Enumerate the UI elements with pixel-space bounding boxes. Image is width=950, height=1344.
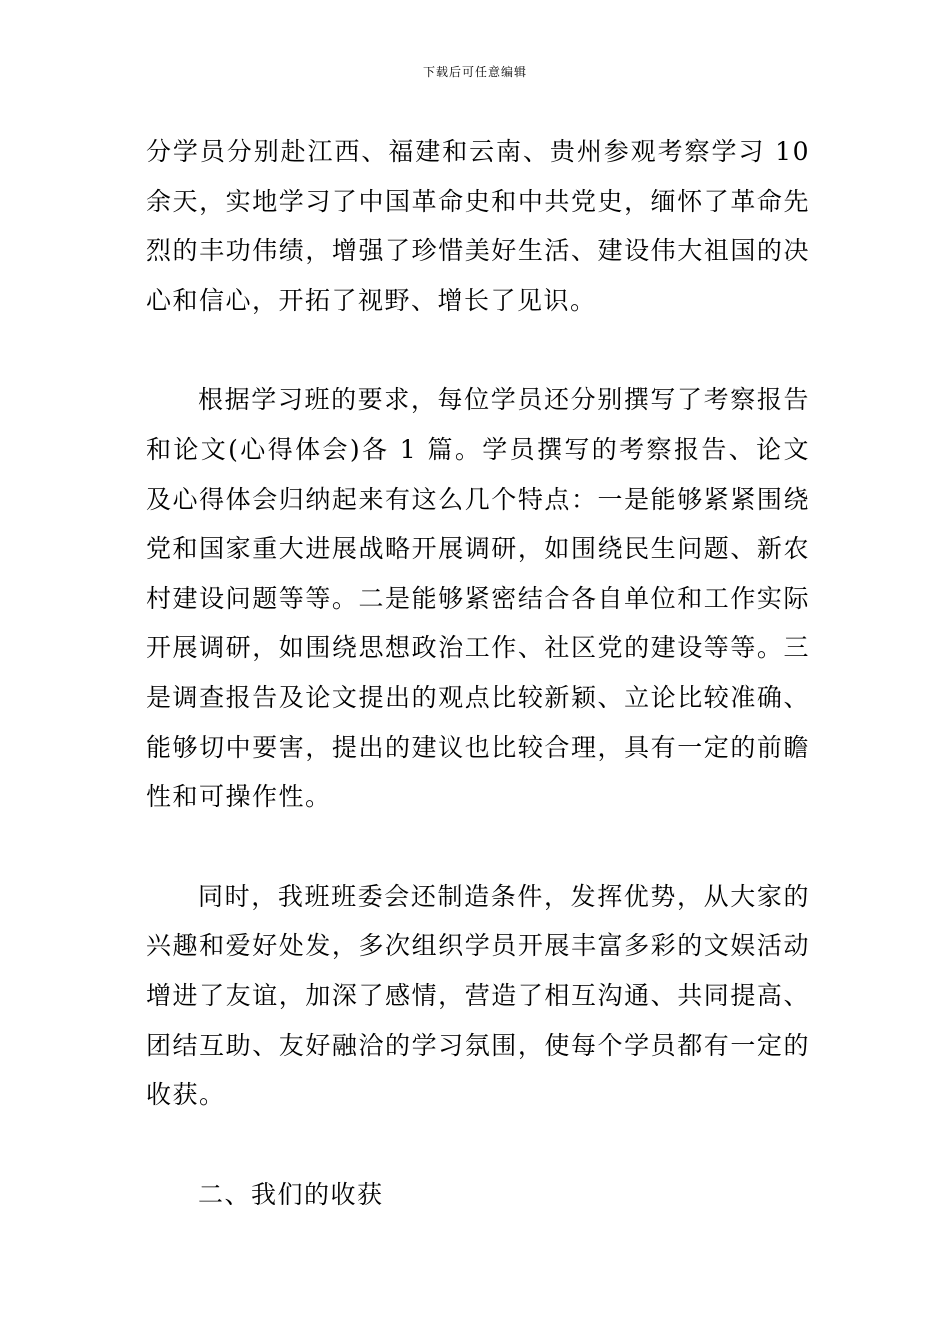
- document-body: [146, 127, 810, 1219]
- section-heading: 二、我们的收获: [198, 1179, 384, 1209]
- paragraph-reports: 根据学习班的要求，每位学员还分别撰写了考察报告和论文(心得体会)各 1 篇。学员撰写的考察报告、论文及心得体会归纳起来有这么几个特点：一是能够紧紧围绕党和国家重大进展战略开展调研，如围绕民生问题、新农村建设问题等等。二是能够紧密结合各自单位和工作实际开展调研，如围绕思想政治工作、社区党的建设等等。三是调查报告及论文提出的观点比较新颖、立论比较准确、能够切中要害，提出的建议也比较合理，具有一定的前瞻性和可操作性。: [146, 385, 810, 812]
- paragraph-continued: 分学员分别赴江西、福建和云南、贵州参观考察学习 10 余天，实地学习了中国革命史和中共党史，缅怀了革命先烈的丰功伟绩，增强了珍惜美好生活、建设伟大祖国的决心和信心，开拓了视野、增长了见识。: [146, 137, 810, 315]
- page-header: 下载后可任意编辑: [422, 65, 527, 79]
- paragraph-activities: 同时，我班班委会还制造条件，发挥优势，从大家的兴趣和爱好处发，多次组织学员开展丰富多彩的文娱活动增进了友谊，加深了感情，营造了相互沟通、共同提高、团结互助、友好融洽的学习氛围，使每个学员都有一定的收获。: [146, 881, 810, 1110]
